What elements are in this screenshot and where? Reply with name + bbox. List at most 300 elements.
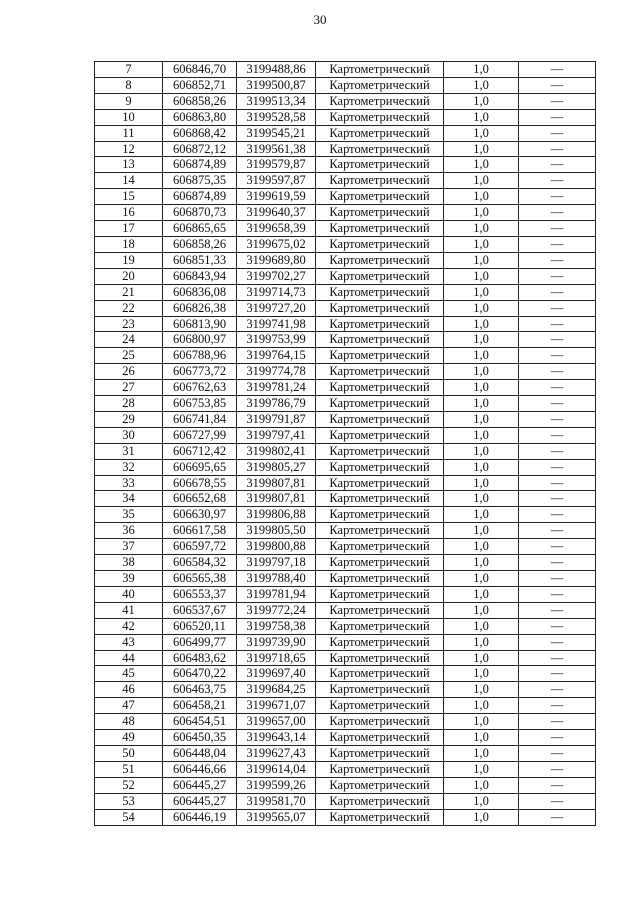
table-row (95, 523, 596, 539)
table-row (95, 714, 596, 730)
table-row (95, 93, 596, 109)
y-coordinate-cell: 3199758,38 (237, 618, 316, 634)
accuracy-cell: 1,0 (444, 77, 519, 93)
accuracy-cell: 1,0 (444, 332, 519, 348)
x-coordinate-cell: 606584,32 (163, 555, 237, 571)
table-row (95, 793, 596, 809)
table-row (95, 539, 596, 555)
x-coordinate-cell: 606520,11 (163, 618, 237, 634)
x-coordinate-cell: 606678,55 (163, 475, 237, 491)
method-cell: Картометрический (316, 109, 444, 125)
table-row (95, 491, 596, 507)
y-coordinate-cell: 3199805,50 (237, 523, 316, 539)
description-cell: — (519, 602, 596, 618)
table-row (95, 459, 596, 475)
point-number-cell: 28 (95, 396, 163, 412)
method-cell: Картометрический (316, 555, 444, 571)
x-coordinate-cell: 606843,94 (163, 268, 237, 284)
description-cell: — (519, 777, 596, 793)
x-coordinate-cell: 606695,65 (163, 459, 237, 475)
method-cell: Картометрический (316, 316, 444, 332)
point-number-cell: 35 (95, 507, 163, 523)
y-coordinate-cell: 3199581,70 (237, 793, 316, 809)
table-row (95, 396, 596, 412)
method-cell: Картометрический (316, 300, 444, 316)
x-coordinate-cell: 606483,62 (163, 650, 237, 666)
description-cell: — (519, 714, 596, 730)
method-cell: Картометрический (316, 809, 444, 825)
accuracy-cell: 1,0 (444, 618, 519, 634)
point-number-cell: 40 (95, 586, 163, 602)
table-row (95, 427, 596, 443)
accuracy-cell: 1,0 (444, 316, 519, 332)
point-number-cell: 47 (95, 698, 163, 714)
table-row (95, 411, 596, 427)
table-row (95, 555, 596, 571)
method-cell: Картометрический (316, 284, 444, 300)
description-cell: — (519, 348, 596, 364)
table-row (95, 316, 596, 332)
accuracy-cell: 1,0 (444, 236, 519, 252)
method-cell: Картометрический (316, 411, 444, 427)
x-coordinate-cell: 606454,51 (163, 714, 237, 730)
point-number-cell: 8 (95, 77, 163, 93)
point-number-cell: 17 (95, 221, 163, 237)
method-cell: Картометрический (316, 571, 444, 587)
accuracy-cell: 1,0 (444, 443, 519, 459)
point-number-cell: 9 (95, 93, 163, 109)
method-cell: Картометрический (316, 491, 444, 507)
method-cell: Картометрический (316, 141, 444, 157)
accuracy-cell: 1,0 (444, 125, 519, 141)
table-row (95, 507, 596, 523)
method-cell: Картометрический (316, 586, 444, 602)
method-cell: Картометрический (316, 539, 444, 555)
accuracy-cell: 1,0 (444, 539, 519, 555)
method-cell: Картометрический (316, 268, 444, 284)
x-coordinate-cell: 606870,73 (163, 205, 237, 221)
y-coordinate-cell: 3199753,99 (237, 332, 316, 348)
accuracy-cell: 1,0 (444, 555, 519, 571)
accuracy-cell: 1,0 (444, 205, 519, 221)
x-coordinate-cell: 606836,08 (163, 284, 237, 300)
y-coordinate-cell: 3199781,94 (237, 586, 316, 602)
table-row (95, 348, 596, 364)
table-row (95, 761, 596, 777)
method-cell: Картометрический (316, 173, 444, 189)
method-cell: Картометрический (316, 332, 444, 348)
table-row (95, 475, 596, 491)
x-coordinate-cell: 606652,68 (163, 491, 237, 507)
coordinates-table-body (95, 62, 596, 826)
y-coordinate-cell: 3199658,39 (237, 221, 316, 237)
point-number-cell: 18 (95, 236, 163, 252)
y-coordinate-cell: 3199807,81 (237, 491, 316, 507)
accuracy-cell: 1,0 (444, 221, 519, 237)
table-row (95, 745, 596, 761)
description-cell: — (519, 221, 596, 237)
coordinates-table (94, 61, 596, 826)
x-coordinate-cell: 606826,38 (163, 300, 237, 316)
method-cell: Картометрический (316, 77, 444, 93)
description-cell: — (519, 443, 596, 459)
x-coordinate-cell: 606597,72 (163, 539, 237, 555)
accuracy-cell: 1,0 (444, 427, 519, 443)
point-number-cell: 31 (95, 443, 163, 459)
description-cell: — (519, 523, 596, 539)
y-coordinate-cell: 3199697,40 (237, 666, 316, 682)
x-coordinate-cell: 606863,80 (163, 109, 237, 125)
method-cell: Картометрический (316, 427, 444, 443)
x-coordinate-cell: 606813,90 (163, 316, 237, 332)
accuracy-cell: 1,0 (444, 300, 519, 316)
method-cell: Картометрический (316, 793, 444, 809)
x-coordinate-cell: 606846,70 (163, 62, 237, 78)
y-coordinate-cell: 3199807,81 (237, 475, 316, 491)
description-cell: — (519, 634, 596, 650)
accuracy-cell: 1,0 (444, 396, 519, 412)
x-coordinate-cell: 606858,26 (163, 236, 237, 252)
table-row (95, 618, 596, 634)
point-number-cell: 53 (95, 793, 163, 809)
x-coordinate-cell: 606446,66 (163, 761, 237, 777)
x-coordinate-cell: 606741,84 (163, 411, 237, 427)
point-number-cell: 16 (95, 205, 163, 221)
table-row (95, 666, 596, 682)
description-cell: — (519, 380, 596, 396)
description-cell: — (519, 698, 596, 714)
y-coordinate-cell: 3199597,87 (237, 173, 316, 189)
description-cell: — (519, 475, 596, 491)
y-coordinate-cell: 3199488,86 (237, 62, 316, 78)
x-coordinate-cell: 606445,27 (163, 777, 237, 793)
y-coordinate-cell: 3199500,87 (237, 77, 316, 93)
description-cell: — (519, 650, 596, 666)
description-cell: — (519, 157, 596, 173)
y-coordinate-cell: 3199579,87 (237, 157, 316, 173)
method-cell: Картометрический (316, 93, 444, 109)
accuracy-cell: 1,0 (444, 411, 519, 427)
description-cell: — (519, 666, 596, 682)
x-coordinate-cell: 606875,35 (163, 173, 237, 189)
point-number-cell: 25 (95, 348, 163, 364)
point-number-cell: 39 (95, 571, 163, 587)
accuracy-cell: 1,0 (444, 809, 519, 825)
y-coordinate-cell: 3199599,26 (237, 777, 316, 793)
description-cell: — (519, 539, 596, 555)
description-cell: — (519, 300, 596, 316)
description-cell: — (519, 364, 596, 380)
point-number-cell: 50 (95, 745, 163, 761)
table-row (95, 380, 596, 396)
y-coordinate-cell: 3199805,27 (237, 459, 316, 475)
accuracy-cell: 1,0 (444, 571, 519, 587)
y-coordinate-cell: 3199781,24 (237, 380, 316, 396)
description-cell: — (519, 125, 596, 141)
table-row (95, 173, 596, 189)
point-number-cell: 32 (95, 459, 163, 475)
method-cell: Картометрический (316, 62, 444, 78)
y-coordinate-cell: 3199806,88 (237, 507, 316, 523)
method-cell: Картометрический (316, 618, 444, 634)
description-cell: — (519, 761, 596, 777)
accuracy-cell: 1,0 (444, 475, 519, 491)
y-coordinate-cell: 3199739,90 (237, 634, 316, 650)
point-number-cell: 38 (95, 555, 163, 571)
x-coordinate-cell: 606470,22 (163, 666, 237, 682)
y-coordinate-cell: 3199788,40 (237, 571, 316, 587)
point-number-cell: 7 (95, 62, 163, 78)
table-row (95, 698, 596, 714)
point-number-cell: 51 (95, 761, 163, 777)
description-cell: — (519, 555, 596, 571)
accuracy-cell: 1,0 (444, 586, 519, 602)
x-coordinate-cell: 606445,27 (163, 793, 237, 809)
y-coordinate-cell: 3199791,87 (237, 411, 316, 427)
point-number-cell: 44 (95, 650, 163, 666)
y-coordinate-cell: 3199702,27 (237, 268, 316, 284)
y-coordinate-cell: 3199561,38 (237, 141, 316, 157)
accuracy-cell: 1,0 (444, 491, 519, 507)
point-number-cell: 49 (95, 730, 163, 746)
method-cell: Картометрический (316, 443, 444, 459)
x-coordinate-cell: 606874,89 (163, 189, 237, 205)
table-row (95, 650, 596, 666)
y-coordinate-cell: 3199675,02 (237, 236, 316, 252)
point-number-cell: 13 (95, 157, 163, 173)
y-coordinate-cell: 3199764,15 (237, 348, 316, 364)
description-cell: — (519, 252, 596, 268)
accuracy-cell: 1,0 (444, 268, 519, 284)
point-number-cell: 45 (95, 666, 163, 682)
method-cell: Картометрический (316, 221, 444, 237)
x-coordinate-cell: 606499,77 (163, 634, 237, 650)
y-coordinate-cell: 3199714,73 (237, 284, 316, 300)
x-coordinate-cell: 606617,58 (163, 523, 237, 539)
method-cell: Картометрический (316, 125, 444, 141)
accuracy-cell: 1,0 (444, 777, 519, 793)
y-coordinate-cell: 3199802,41 (237, 443, 316, 459)
method-cell: Картометрический (316, 380, 444, 396)
method-cell: Картометрический (316, 666, 444, 682)
method-cell: Картометрический (316, 730, 444, 746)
description-cell: — (519, 491, 596, 507)
table-row (95, 62, 596, 78)
description-cell: — (519, 745, 596, 761)
x-coordinate-cell: 606872,12 (163, 141, 237, 157)
x-coordinate-cell: 606446,19 (163, 809, 237, 825)
table-row (95, 77, 596, 93)
y-coordinate-cell: 3199741,98 (237, 316, 316, 332)
y-coordinate-cell: 3199684,25 (237, 682, 316, 698)
accuracy-cell: 1,0 (444, 761, 519, 777)
method-cell: Картометрический (316, 475, 444, 491)
table-row (95, 284, 596, 300)
description-cell: — (519, 809, 596, 825)
accuracy-cell: 1,0 (444, 93, 519, 109)
x-coordinate-cell: 606788,96 (163, 348, 237, 364)
x-coordinate-cell: 606458,21 (163, 698, 237, 714)
table-row (95, 109, 596, 125)
method-cell: Картометрический (316, 682, 444, 698)
point-number-cell: 36 (95, 523, 163, 539)
point-number-cell: 34 (95, 491, 163, 507)
method-cell: Картометрический (316, 634, 444, 650)
description-cell: — (519, 793, 596, 809)
point-number-cell: 27 (95, 380, 163, 396)
table-row (95, 332, 596, 348)
table-row (95, 157, 596, 173)
y-coordinate-cell: 3199774,78 (237, 364, 316, 380)
point-number-cell: 26 (95, 364, 163, 380)
table-row (95, 141, 596, 157)
accuracy-cell: 1,0 (444, 745, 519, 761)
x-coordinate-cell: 606450,35 (163, 730, 237, 746)
accuracy-cell: 1,0 (444, 459, 519, 475)
description-cell: — (519, 236, 596, 252)
accuracy-cell: 1,0 (444, 380, 519, 396)
method-cell: Картометрический (316, 761, 444, 777)
x-coordinate-cell: 606630,97 (163, 507, 237, 523)
point-number-cell: 12 (95, 141, 163, 157)
description-cell: — (519, 730, 596, 746)
point-number-cell: 33 (95, 475, 163, 491)
table-row (95, 268, 596, 284)
x-coordinate-cell: 606762,63 (163, 380, 237, 396)
description-cell: — (519, 93, 596, 109)
x-coordinate-cell: 606448,04 (163, 745, 237, 761)
x-coordinate-cell: 606565,38 (163, 571, 237, 587)
y-coordinate-cell: 3199689,80 (237, 252, 316, 268)
description-cell: — (519, 682, 596, 698)
accuracy-cell: 1,0 (444, 523, 519, 539)
x-coordinate-cell: 606753,85 (163, 396, 237, 412)
x-coordinate-cell: 606553,37 (163, 586, 237, 602)
point-number-cell: 20 (95, 268, 163, 284)
point-number-cell: 22 (95, 300, 163, 316)
accuracy-cell: 1,0 (444, 730, 519, 746)
description-cell: — (519, 141, 596, 157)
point-number-cell: 19 (95, 252, 163, 268)
method-cell: Картометрический (316, 698, 444, 714)
accuracy-cell: 1,0 (444, 698, 519, 714)
method-cell: Картометрический (316, 650, 444, 666)
y-coordinate-cell: 3199545,21 (237, 125, 316, 141)
table-row (95, 730, 596, 746)
y-coordinate-cell: 3199513,34 (237, 93, 316, 109)
table-row (95, 364, 596, 380)
y-coordinate-cell: 3199657,00 (237, 714, 316, 730)
accuracy-cell: 1,0 (444, 189, 519, 205)
method-cell: Картометрический (316, 459, 444, 475)
accuracy-cell: 1,0 (444, 284, 519, 300)
point-number-cell: 24 (95, 332, 163, 348)
method-cell: Картометрический (316, 348, 444, 364)
x-coordinate-cell: 606868,42 (163, 125, 237, 141)
y-coordinate-cell: 3199528,58 (237, 109, 316, 125)
point-number-cell: 52 (95, 777, 163, 793)
method-cell: Картометрический (316, 252, 444, 268)
accuracy-cell: 1,0 (444, 650, 519, 666)
y-coordinate-cell: 3199772,24 (237, 602, 316, 618)
accuracy-cell: 1,0 (444, 62, 519, 78)
method-cell: Картометрический (316, 157, 444, 173)
point-number-cell: 30 (95, 427, 163, 443)
method-cell: Картометрический (316, 189, 444, 205)
description-cell: — (519, 173, 596, 189)
x-coordinate-cell: 606537,67 (163, 602, 237, 618)
accuracy-cell: 1,0 (444, 173, 519, 189)
accuracy-cell: 1,0 (444, 364, 519, 380)
method-cell: Картометрический (316, 523, 444, 539)
y-coordinate-cell: 3199718,65 (237, 650, 316, 666)
method-cell: Картометрический (316, 602, 444, 618)
description-cell: — (519, 618, 596, 634)
table-row (95, 809, 596, 825)
table-row (95, 252, 596, 268)
y-coordinate-cell: 3199727,20 (237, 300, 316, 316)
description-cell: — (519, 507, 596, 523)
x-coordinate-cell: 606874,89 (163, 157, 237, 173)
description-cell: — (519, 62, 596, 78)
description-cell: — (519, 77, 596, 93)
table-row (95, 189, 596, 205)
x-coordinate-cell: 606858,26 (163, 93, 237, 109)
table-row (95, 571, 596, 587)
table-row (95, 300, 596, 316)
description-cell: — (519, 459, 596, 475)
point-number-cell: 37 (95, 539, 163, 555)
description-cell: — (519, 268, 596, 284)
table-row (95, 236, 596, 252)
x-coordinate-cell: 606851,33 (163, 252, 237, 268)
x-coordinate-cell: 606852,71 (163, 77, 237, 93)
description-cell: — (519, 189, 596, 205)
point-number-cell: 43 (95, 634, 163, 650)
point-number-cell: 48 (95, 714, 163, 730)
accuracy-cell: 1,0 (444, 793, 519, 809)
x-coordinate-cell: 606773,72 (163, 364, 237, 380)
method-cell: Картометрический (316, 714, 444, 730)
description-cell: — (519, 284, 596, 300)
method-cell: Картометрический (316, 364, 444, 380)
accuracy-cell: 1,0 (444, 157, 519, 173)
description-cell: — (519, 571, 596, 587)
table-row (95, 205, 596, 221)
x-coordinate-cell: 606865,65 (163, 221, 237, 237)
point-number-cell: 11 (95, 125, 163, 141)
point-number-cell: 14 (95, 173, 163, 189)
y-coordinate-cell: 3199797,41 (237, 427, 316, 443)
method-cell: Картометрический (316, 745, 444, 761)
page-number: 30 (313, 12, 327, 27)
point-number-cell: 23 (95, 316, 163, 332)
y-coordinate-cell: 3199797,18 (237, 555, 316, 571)
method-cell: Картометрический (316, 396, 444, 412)
accuracy-cell: 1,0 (444, 714, 519, 730)
point-number-cell: 15 (95, 189, 163, 205)
point-number-cell: 21 (95, 284, 163, 300)
x-coordinate-cell: 606727,99 (163, 427, 237, 443)
method-cell: Картометрический (316, 205, 444, 221)
accuracy-cell: 1,0 (444, 602, 519, 618)
description-cell: — (519, 586, 596, 602)
y-coordinate-cell: 3199671,07 (237, 698, 316, 714)
description-cell: — (519, 332, 596, 348)
y-coordinate-cell: 3199565,07 (237, 809, 316, 825)
description-cell: — (519, 109, 596, 125)
point-number-cell: 41 (95, 602, 163, 618)
